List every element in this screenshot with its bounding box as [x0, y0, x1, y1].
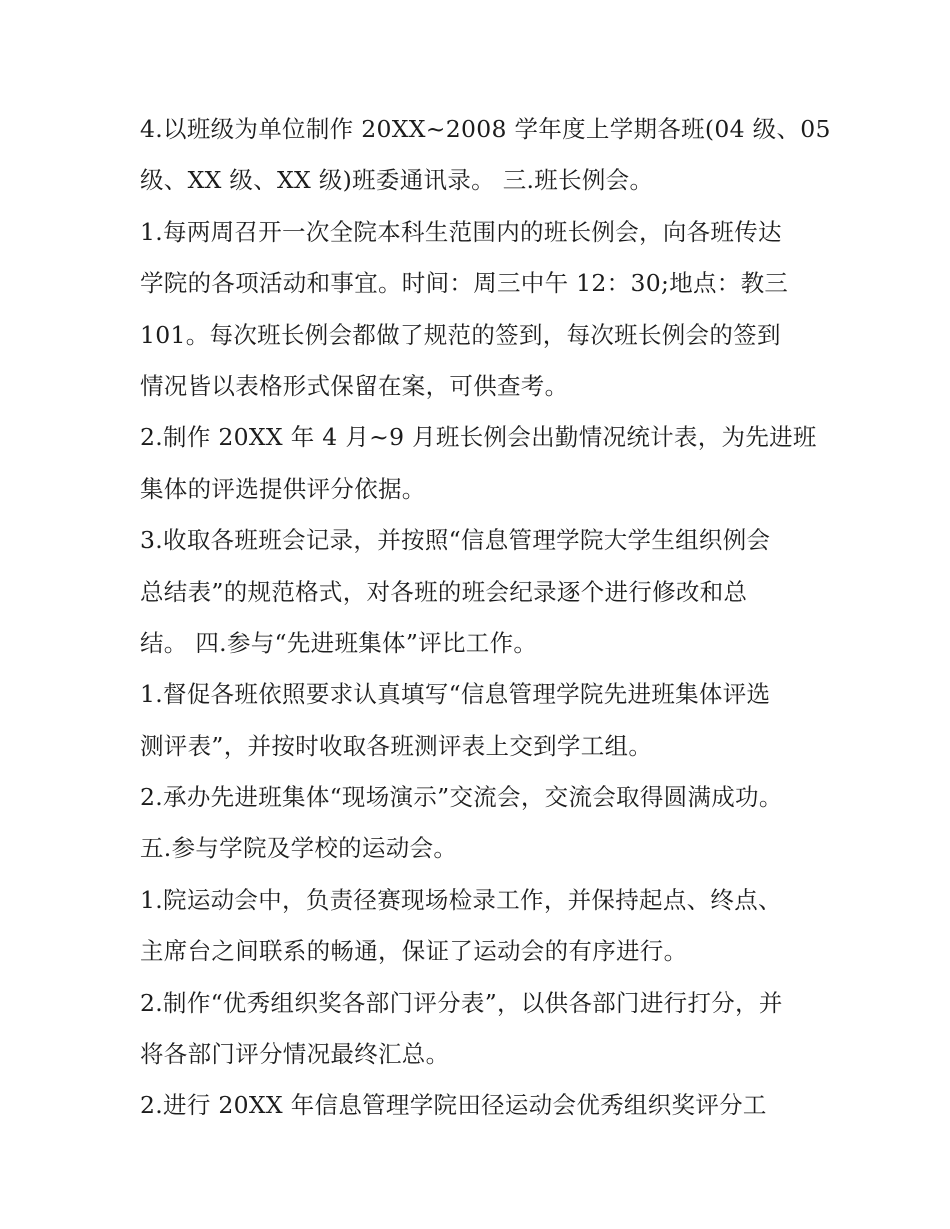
text-line: 学院的各项活动和事宜。时间：周三中午 12：30;地点：教三	[140, 269, 789, 298]
text-line: 情况皆以表格形式保留在案，可供查考。	[140, 371, 569, 400]
text-line: 级、XX 级、XX 级)班委通讯录。 三.班长例会。	[140, 166, 654, 195]
text-line: 测评表”，并按时收取各班测评表上交到学工组。	[140, 731, 653, 760]
text-line: 1.每两周召开一次全院本科生范围内的班长例会，向各班传达	[140, 217, 782, 246]
text-line: 主席台之间联系的畅通，保证了运动会的有序进行。	[140, 937, 688, 966]
text-line: 1.院运动会中，负责径赛现场检录工作，并保持起点、终点、	[140, 885, 782, 914]
text-line: 集体的评选提供评分依据。	[140, 474, 426, 503]
text-line: 101。每次班长例会都做了规范的签到，每次班长例会的签到	[140, 320, 781, 349]
text-line: 4.以班级为单位制作 20XX~2008 学年度上学期各班(04 级、05	[140, 115, 831, 143]
text-line: 总结表”的规范格式，对各班的班会纪录逐个进行修改和总	[140, 577, 748, 606]
text-line: 将各部门评分情况最终汇总。	[140, 1040, 450, 1069]
text-line: 2.进行 20XX 年信息管理学院田径运动会优秀组织奖评分工	[140, 1091, 767, 1120]
text-line: 2.承办先进班集体“现场演示”交流会，交流会取得圆满成功。	[140, 783, 783, 812]
text-line: 2.制作“优秀组织奖各部门评分表”，以供各部门进行打分，并	[140, 988, 783, 1017]
text-line: 3.收取各班班会记录，并按照“信息管理学院大学生组织例会	[140, 526, 771, 555]
document-body	[140, 104, 831, 1132]
text-line: 五.参与学院及学校的运动会。	[140, 834, 458, 863]
text-line: 1.督促各班依照要求认真填写“信息管理学院先进班集体评选	[140, 680, 771, 709]
text-line: 结。 四.参与“先进班集体”评比工作。	[140, 628, 538, 657]
text-line: 2.制作 20XX 年 4 月~9 月班长例会出勤情况统计表，为先进班	[140, 423, 817, 452]
